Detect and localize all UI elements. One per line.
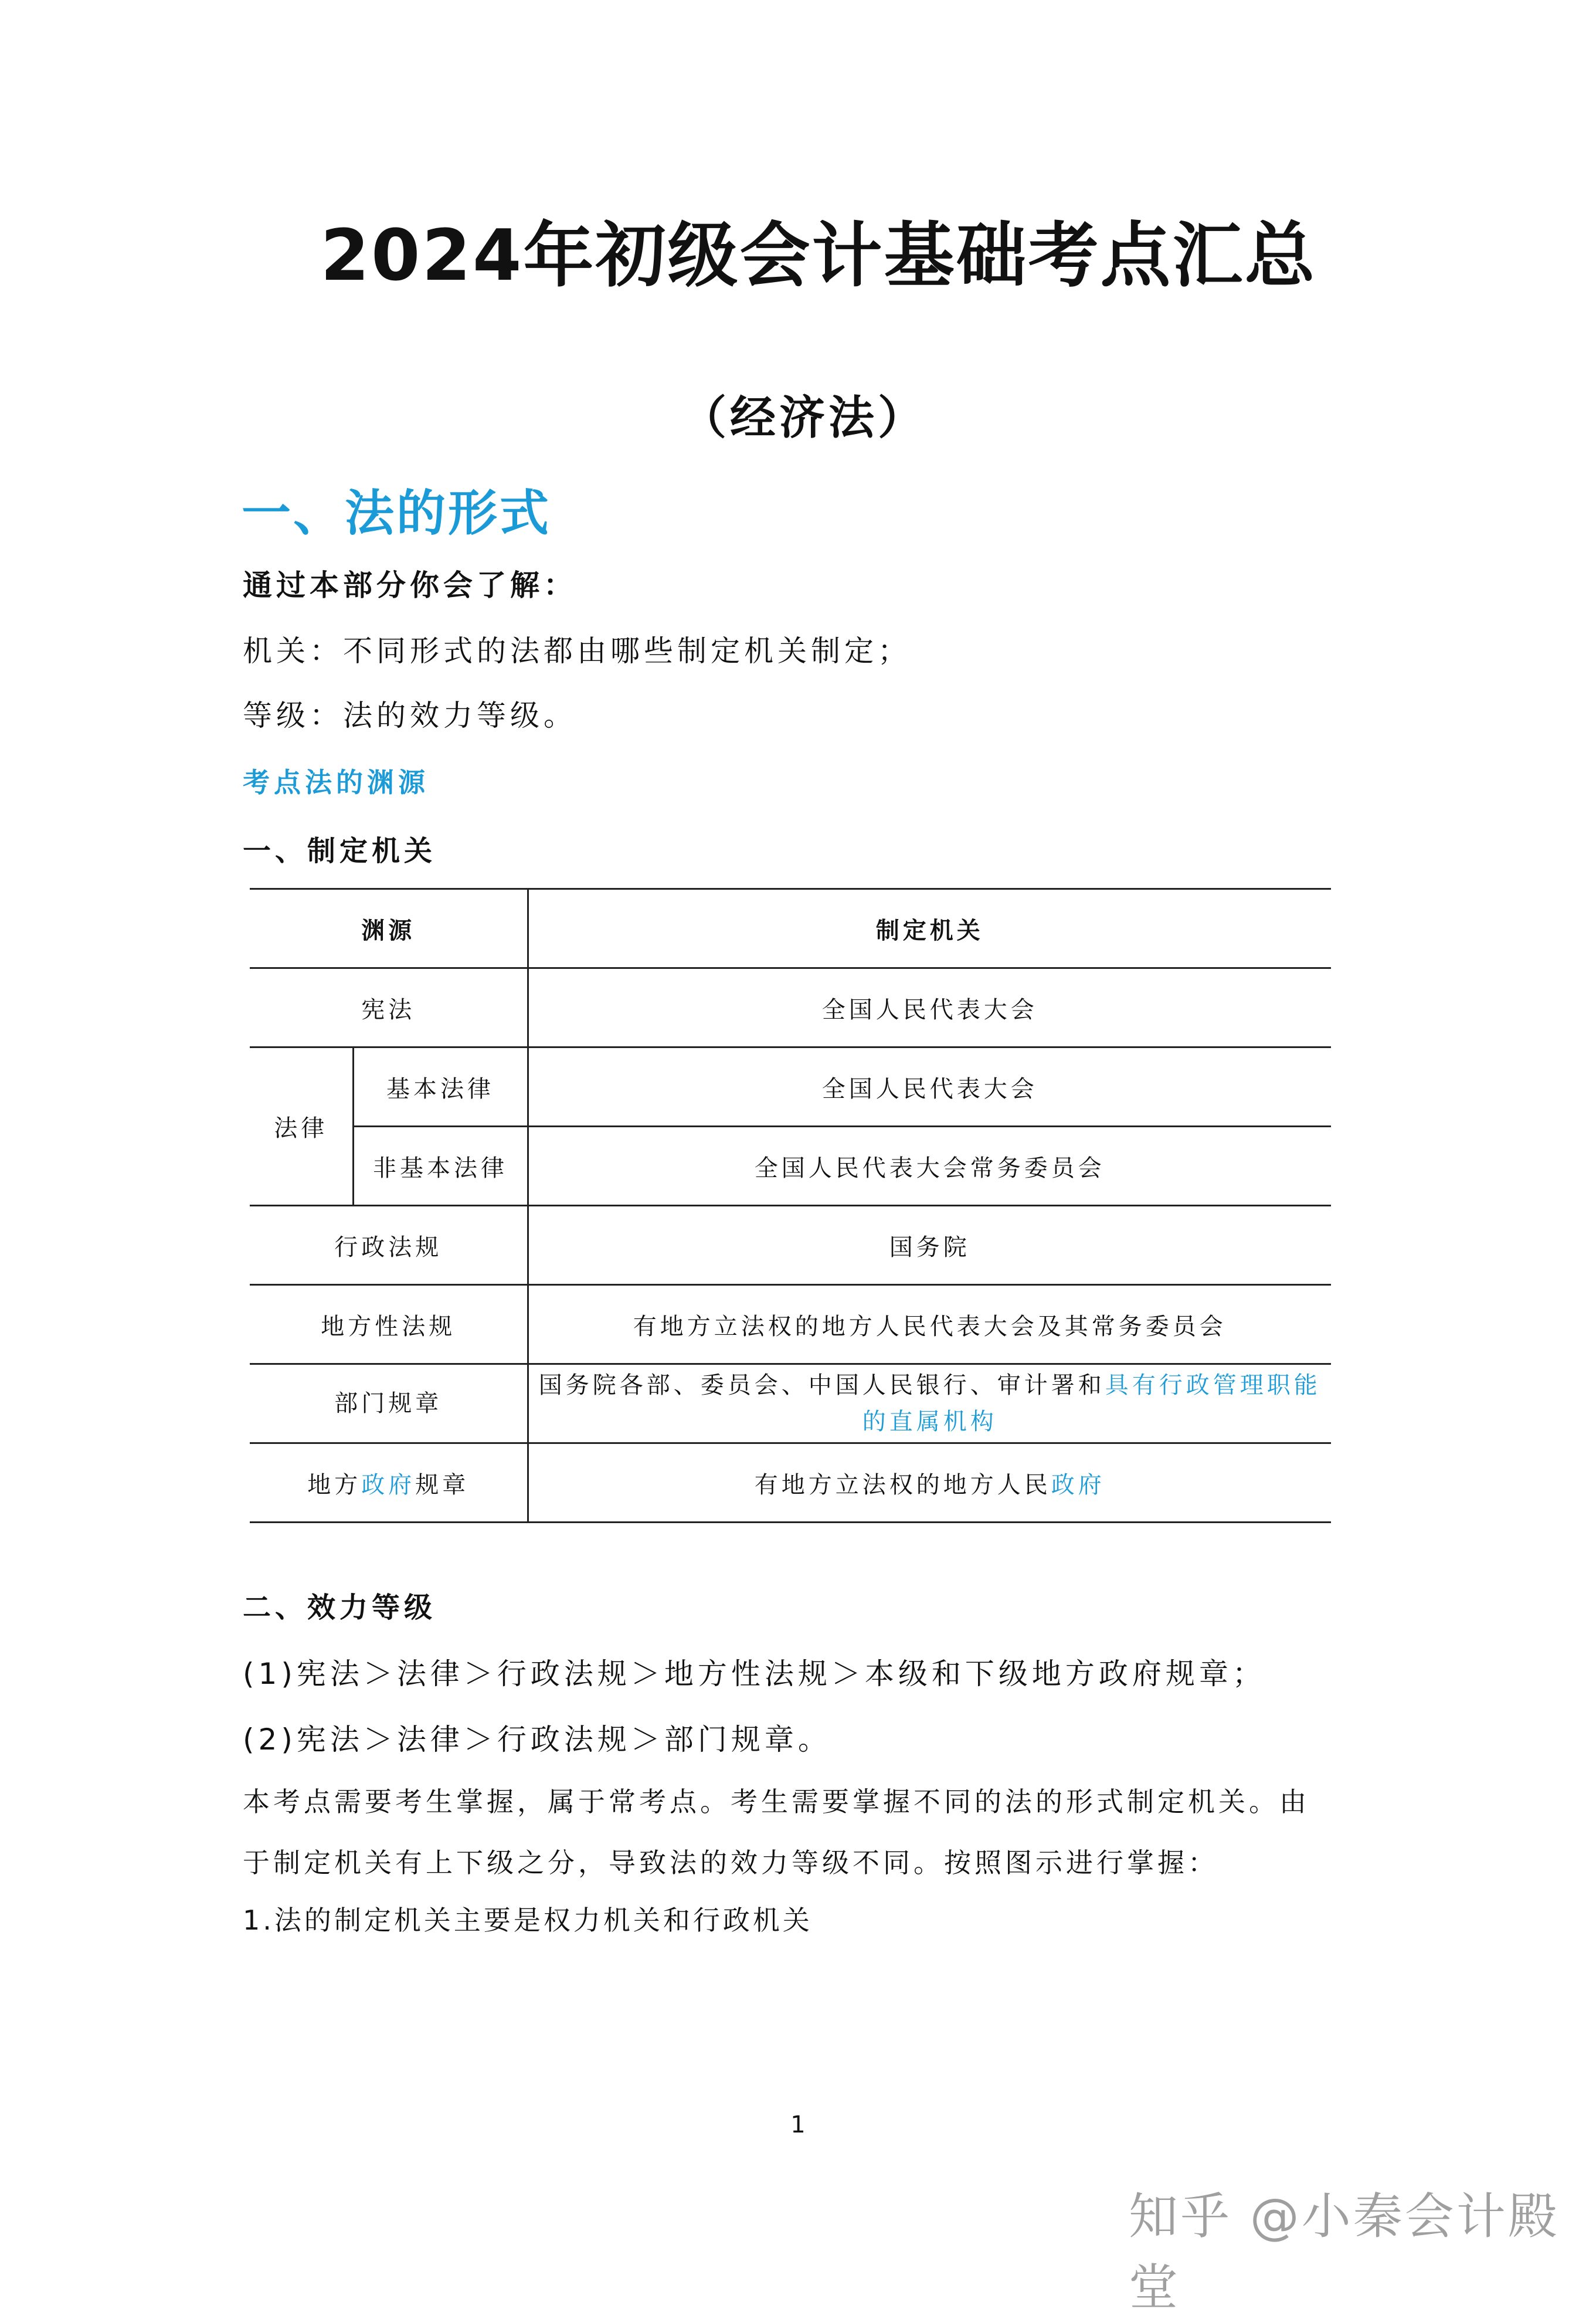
table-cell-organ: 全国人民代表大会常务委员会 [528, 1127, 1331, 1206]
table-row [250, 1127, 1331, 1206]
table-cell-organ: 国务院 [528, 1206, 1331, 1285]
explanation-paragraph: 本考点需要考生掌握，属于常考点。考生需要掌握不同的法的形式制定机关。由于制定机关有上下级之分，导致法的效力等级不同。按照图示进行掌握： [243, 1786, 1310, 1879]
table-cell-organ: 有地方立法权的地方人民代表大会及其常务委员会 [528, 1285, 1331, 1364]
section-heading-law-forms: 一、法的形式 [242, 484, 552, 542]
table-row [250, 1443, 1331, 1523]
point-1: 1.法的制定机关主要是权力机关和行政机关 [243, 1904, 813, 1936]
topic-heading: 考点法的渊源 [243, 767, 429, 798]
table-header-organ: 制定机关 [528, 889, 1331, 968]
table-cell-source: 非基本法律 [353, 1127, 528, 1206]
table-cell-organ: 全国人民代表大会 [528, 968, 1331, 1047]
source-text-highlight: 政府 [361, 1471, 416, 1498]
table-row [250, 1206, 1331, 1285]
subheading-effect-levels: 二、效力等级 [243, 1591, 437, 1624]
table-cell-source: 基本法律 [353, 1047, 528, 1127]
subheading-enacting-organs: 一、制定机关 [243, 835, 437, 867]
table-cell-organ: 全国人民代表大会 [528, 1047, 1331, 1127]
source-text: 规章 [415, 1471, 470, 1498]
table-row [250, 1285, 1331, 1364]
source-text: 地方 [307, 1471, 362, 1498]
table-cell-source [250, 1443, 528, 1523]
table-cell-source: 部门规章 [250, 1364, 528, 1443]
table-cell-organ [528, 1443, 1331, 1523]
document-subtitle: （经济法） [680, 392, 927, 445]
intro-label: 通过本部分你会了解： [243, 568, 577, 602]
table-cell-source: 宪法 [250, 968, 528, 1047]
table-row [250, 1364, 1331, 1443]
table-row [250, 968, 1331, 1047]
organ-text-highlight: 具有行政管理职能的直属机构 [862, 1372, 1321, 1435]
organ-text: 国务院各部、委员会、中国人民银行、审计署和 [538, 1372, 1105, 1399]
table-cell-source: 地方性法规 [250, 1285, 528, 1364]
intro-line-levels: 等级：法的效力等级。 [243, 699, 577, 733]
page-number: 1 [790, 2111, 806, 2138]
law-sources-table [250, 888, 1331, 1523]
intro-line-organs: 机关：不同形式的法都由哪些制定机关制定； [243, 634, 911, 668]
table-row [250, 1047, 1331, 1127]
organ-text-highlight: 政府 [1051, 1471, 1105, 1498]
table-cell-source: 行政法规 [250, 1206, 528, 1285]
document-title: 2024年初级会计基础考点汇总 [320, 215, 1317, 297]
hierarchy-line-1: (1)宪法＞法律＞行政法规＞地方性法规＞本级和下级地方政府规章； [243, 1657, 1266, 1691]
table-header-row [250, 889, 1331, 968]
organ-text: 有地方立法权的地方人民 [754, 1471, 1051, 1498]
watermark: 知乎 @小秦会计殿堂 [1129, 2188, 1560, 2316]
hierarchy-line-2: (2)宪法＞法律＞行政法规＞部门规章。 [243, 1723, 831, 1757]
table-cell-law-group: 法律 [250, 1047, 353, 1206]
table-header-source: 渊源 [250, 889, 528, 968]
table-cell-organ [528, 1364, 1331, 1443]
